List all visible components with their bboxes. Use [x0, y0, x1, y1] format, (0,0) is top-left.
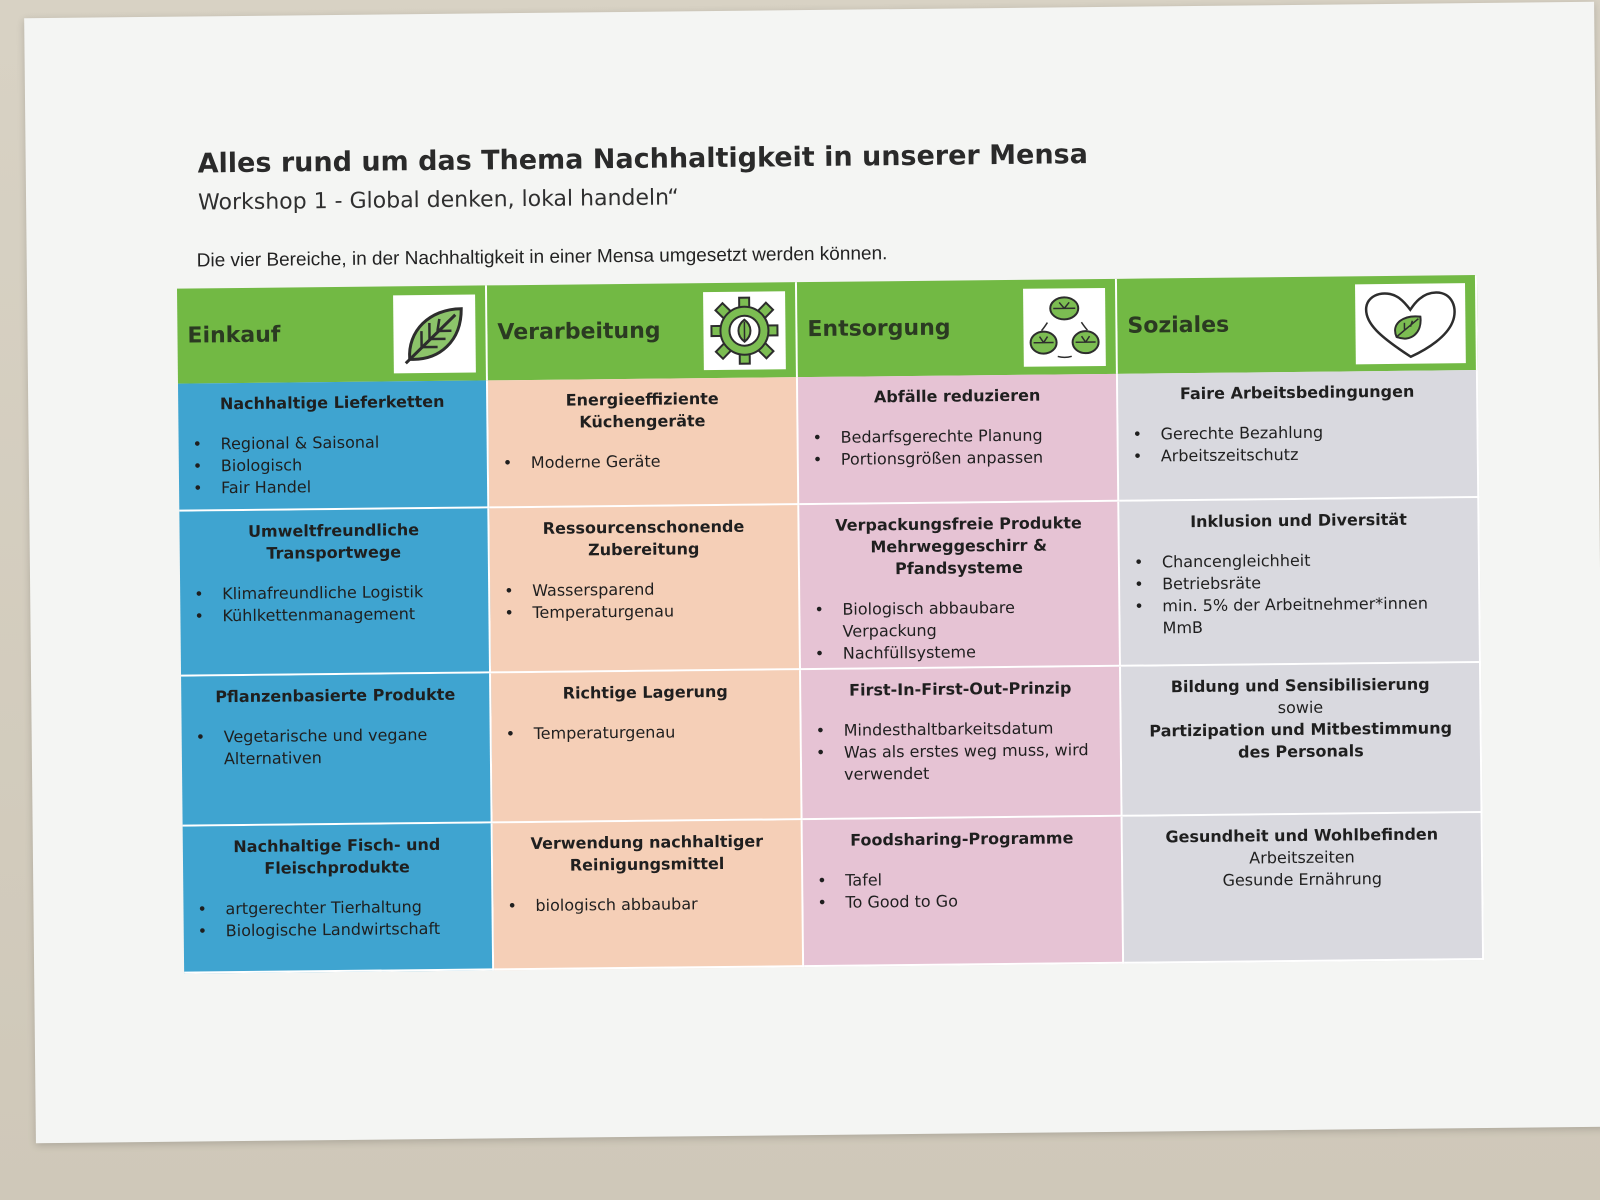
list-item: • min. 5% der Arbeitnehmer*innen MmB	[1132, 592, 1466, 639]
cell-verarbeitung-2	[489, 505, 801, 673]
list-item: • Chancengleichheit	[1132, 548, 1466, 573]
bullet-list	[502, 577, 786, 624]
list-item: • Betriebsräte	[1132, 570, 1466, 595]
cell-verarbeitung-3	[491, 670, 803, 823]
document-title: Alles rund um das Thema Nachhaltigkeit in unserer Mensa	[197, 139, 1089, 180]
paper-sheet	[24, 2, 1600, 1143]
bullet-list	[1132, 548, 1467, 639]
leaf-icon	[393, 294, 476, 373]
cell-einkauf-3	[181, 673, 493, 826]
list-item: • Vegetarische und vegane Alternativen	[194, 724, 478, 771]
list-item: • Mindesthaltbarkeitsdatum	[814, 717, 1108, 742]
list-item: • Wassersparend	[502, 577, 786, 602]
list-item: • Biologische Landwirtschaft	[196, 918, 480, 943]
recycle-leaves-icon	[1023, 287, 1106, 366]
document-subtitle: Workshop 1 - Global denken, lokal handeln“	[197, 185, 679, 216]
list-item: • Fair Handel	[191, 475, 475, 500]
bullet-list	[504, 720, 788, 745]
bullet-list	[1130, 420, 1464, 467]
cell-title: Umweltfreundliche Transportwege	[247, 520, 420, 563]
list-item: • Regional & Saisonal	[191, 431, 475, 456]
list-item: • Nachfüllsysteme	[813, 640, 1107, 665]
cell-line: Arbeitszeiten	[1249, 847, 1355, 868]
header-label: Entsorgung	[807, 315, 951, 343]
list-item: • To Good to Go	[815, 889, 1109, 914]
list-item: • Moderne Geräte	[501, 449, 785, 474]
cell-title: Foodsharing-Programme	[850, 828, 1074, 850]
cell-verarbeitung-1	[488, 377, 799, 508]
cell-einkauf-2	[179, 508, 491, 676]
bullet-list	[194, 724, 478, 771]
cell-title: Abfälle reduzieren	[873, 385, 1041, 407]
cell-line: sowie	[1277, 697, 1324, 718]
cell-line: Gesundheit und Wohlbefinden	[1165, 824, 1439, 847]
list-item: • Biologisch	[191, 453, 475, 478]
bullet-list	[812, 596, 1107, 665]
bullet-list	[505, 892, 789, 917]
list-item: • Was als erstes weg muss, wird verwendet	[814, 739, 1108, 786]
cell-entsorgung-3	[801, 667, 1123, 820]
cell-entsorgung-2	[799, 502, 1121, 670]
list-item: • Gerechte Bezahlung	[1130, 420, 1464, 445]
gear-leaf-icon	[703, 291, 786, 370]
list-item: • Temperaturgenau	[504, 720, 788, 745]
cell-title: Nachhaltige Fisch- und Fleischprodukte	[233, 834, 441, 878]
cell-title: Pflanzenbasierte Produkte	[215, 684, 456, 707]
header-label: Verarbeitung	[497, 318, 661, 346]
list-item: • Portionsgrößen anpassen	[811, 446, 1105, 471]
header-soziales	[1117, 275, 1478, 374]
cell-title: Verpackungsfreie Produkte Mehrweggeschirr & Pfandsysteme	[835, 513, 1082, 579]
cell-title: Energieeffiziente Küchengeräte	[565, 388, 719, 432]
cell-title: Richtige Lagerung	[562, 681, 728, 703]
heart-leaf-icon	[1355, 283, 1466, 364]
cell-einkauf-1	[178, 380, 489, 511]
cell-line: Bildung und Sensibilisierung	[1170, 674, 1430, 697]
cell-title: Nachhaltige Lieferketten	[219, 391, 445, 414]
cell-title: First-In-First-Out-Prinzip	[849, 678, 1072, 700]
header-einkauf	[177, 285, 488, 383]
cell-einkauf-4	[183, 823, 495, 973]
cell-title: Faire Arbeitsbedingungen	[1179, 381, 1415, 404]
cell-verarbeitung-4	[493, 820, 805, 970]
bullet-list	[815, 867, 1109, 914]
cell-title: Ressourcenschonende Zubereitung	[542, 516, 745, 560]
header-verarbeitung	[487, 282, 798, 380]
bullet-list	[192, 581, 476, 628]
list-item: • Temperaturgenau	[502, 599, 786, 624]
cell-soziales-4	[1123, 813, 1485, 964]
list-item: • Biologisch abbaubare Verpackung	[812, 596, 1106, 643]
header-label: Einkauf	[187, 322, 281, 349]
list-item: • biologisch abbaubar	[505, 892, 789, 917]
cell-soziales-1	[1118, 370, 1479, 502]
cell-soziales-3	[1121, 663, 1483, 817]
sustainability-table	[177, 275, 1484, 974]
list-item: • artgerechter Tierhaltung	[195, 896, 479, 921]
list-item: • Arbeitszeitschutz	[1131, 442, 1465, 467]
cell-entsorgung-4	[803, 817, 1125, 967]
bullet-list	[195, 896, 479, 943]
cell-line: Gesunde Ernährung	[1222, 869, 1383, 890]
list-item: • Kühlkettenmanagement	[192, 603, 476, 628]
cell-soziales-2	[1119, 498, 1481, 667]
header-entsorgung	[797, 279, 1118, 377]
bullet-list	[501, 449, 785, 474]
cell-line: Partizipation und Mitbestimmung des Personals	[1149, 718, 1453, 762]
document-intro: Die vier Bereiche, in der Nachhaltigkeit in einer Mensa umgesetzt werden können.	[196, 243, 888, 272]
cell-title: Inklusion und Diversität	[1190, 509, 1407, 532]
header-label: Soziales	[1127, 312, 1230, 339]
list-item: • Bedarfsgerechte Planung	[810, 424, 1104, 449]
cell-title: Verwendung nachhaltiger Reinigungsmittel	[530, 831, 764, 875]
bullet-list	[810, 424, 1104, 471]
list-item: • Tafel	[815, 867, 1109, 892]
list-item: • Klimafreundliche Logistik	[192, 581, 476, 606]
bullet-list	[191, 431, 476, 500]
bullet-list	[814, 717, 1109, 786]
cell-entsorgung-1	[798, 374, 1119, 505]
